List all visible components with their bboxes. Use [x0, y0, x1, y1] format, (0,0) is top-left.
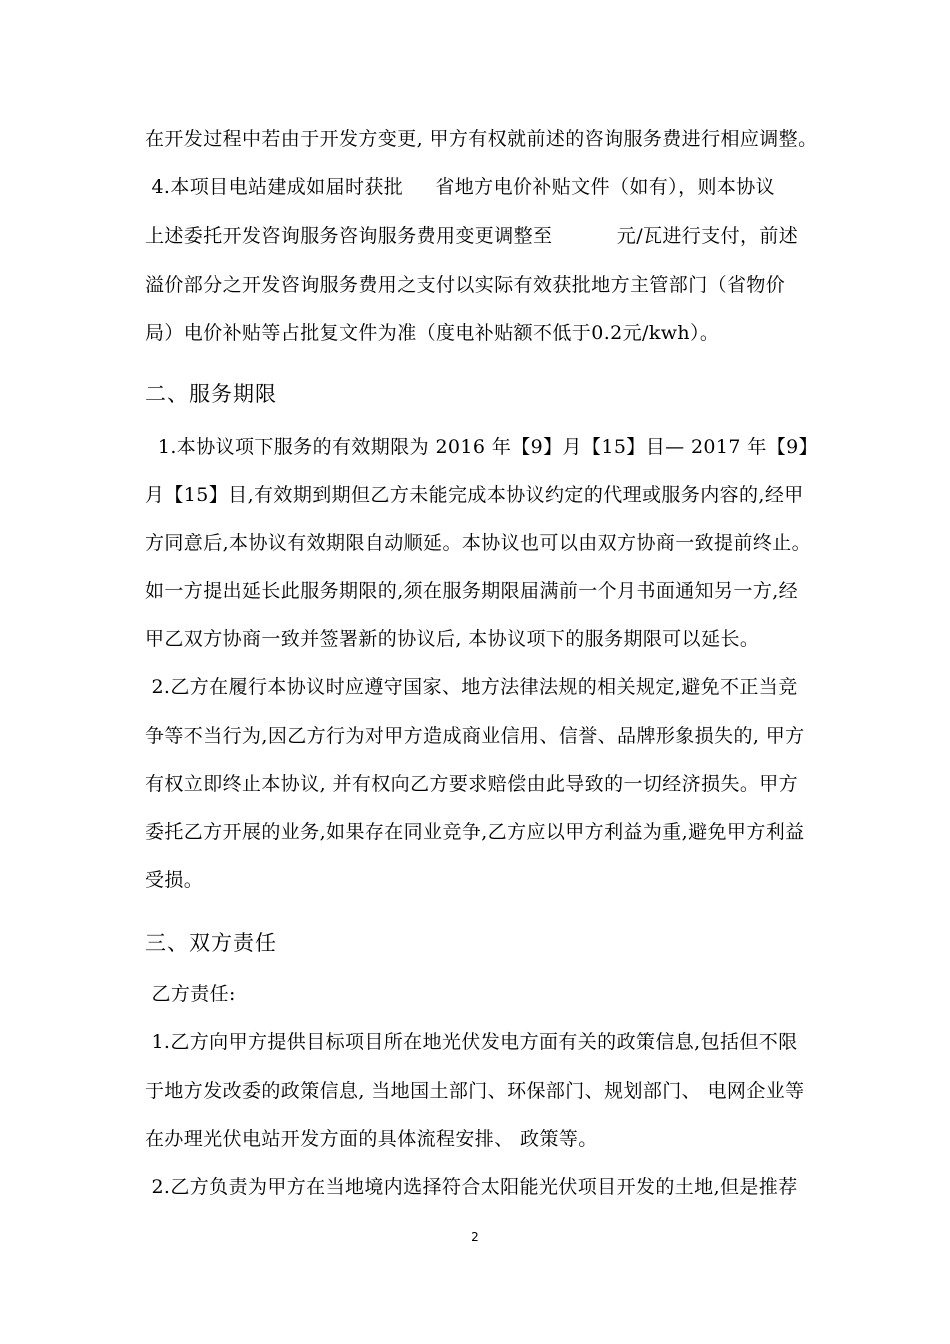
paragraph-line: 上述委托开发咨询服务咨询服务费用变更调整至 元/瓦进行支付，前述: [145, 225, 799, 247]
paragraph-line: 月【15】目,有效期到期但乙方未能完成本协议约定的代理或服务内容的,经甲: [145, 484, 804, 506]
paragraph-line: 4.本项目电站建成如届时获批 省地方电价补贴文件（如有），则本协议: [145, 176, 776, 198]
paragraph-line: 如一方提出延长此服务期限的,须在服务期限届满前一个月书面通知另一方,经: [145, 580, 799, 602]
paragraph-line: 甲乙双方协商一致并签署新的协议后, 本协议项下的服务期限可以延长。: [145, 628, 760, 650]
paragraph-line: 2.乙方负责为甲方在当地境内选择符合太阳能光伏项目开发的土地,但是推荐: [145, 1176, 798, 1198]
section-heading-service-period: 二、服务期限: [145, 382, 277, 406]
paragraph-line: 在办理光伏电站开发方面的具体流程安排、 政策等。: [145, 1128, 598, 1150]
paragraph-line: 1.本协议项下服务的有效期限为 2016 年【9】月【15】目— 2017 年【9】: [145, 436, 819, 458]
paragraph-line: 乙方责任:: [145, 983, 236, 1005]
paragraph-line: 在开发过程中若由于开发方变更, 甲方有权就前述的咨询服务费进行相应调整。: [145, 128, 818, 150]
paragraph-line: 有权立即终止本协议, 并有权向乙方要求赔偿由此导致的一切经济损失。甲方: [145, 773, 799, 795]
page-number: 2: [471, 1230, 479, 1244]
paragraph-line: 于地方发改委的政策信息, 当地国土部门、环保部门、规划部门、 电网企业等: [145, 1080, 805, 1102]
paragraph-line: 方同意后,本协议有效期限自动顺延。本协议也可以由双方协商一致提前终止。: [145, 532, 812, 554]
paragraph-line: 受损。: [145, 869, 204, 891]
paragraph-line: 溢价部分之开发咨询服务费用之支付以实际有效获批地方主管部门（省物价: [145, 274, 786, 296]
paragraph-line: 局）电价补贴等占批复文件为准（度电补贴额不低于0.2元/kwh）。: [145, 322, 720, 344]
paragraph-line: 1.乙方向甲方提供目标项目所在地光伏发电方面有关的政策信息,包括但不限: [145, 1031, 798, 1053]
paragraph-line: 委托乙方开展的业务,如果存在同业竞争,乙方应以甲方利益为重,避免甲方利益: [145, 821, 805, 843]
paragraph-line: 争等不当行为,因乙方行为对甲方造成商业信用、信誉、品牌形象损失的, 甲方: [145, 725, 805, 747]
section-heading-responsibilities: 三、双方责任: [145, 931, 277, 955]
paragraph-line: 2.乙方在履行本协议时应遵守国家、地方法律法规的相关规定,避免不正当竞: [145, 676, 798, 698]
